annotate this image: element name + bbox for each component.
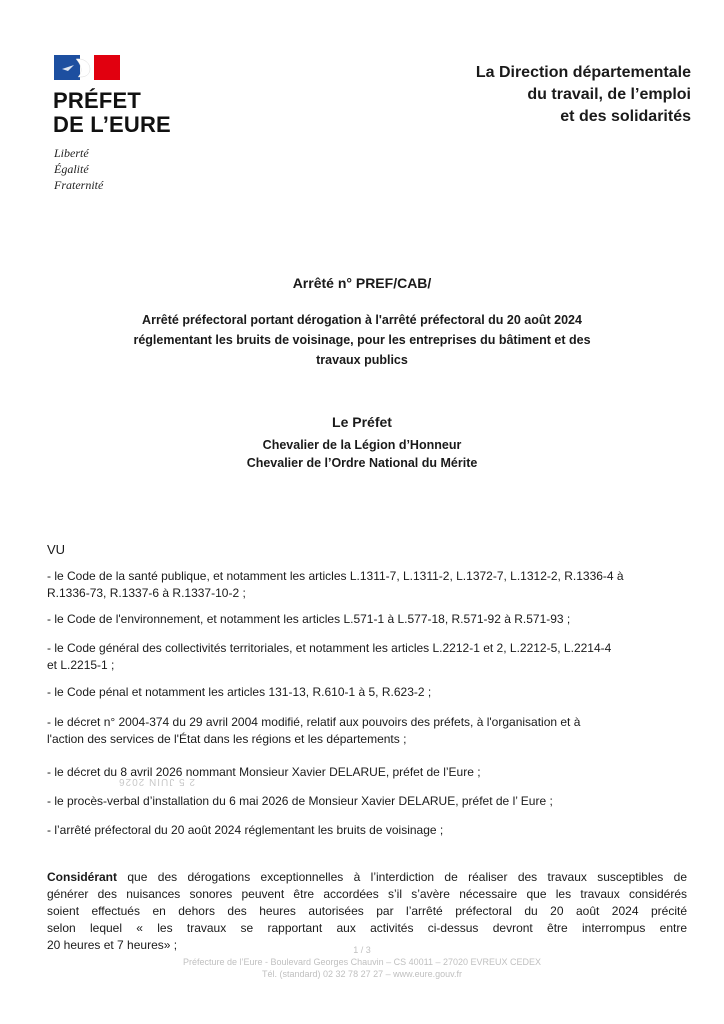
footer-contact: Tél. (standard) 02 32 78 27 27 – www.eure.gouv.fr [262, 969, 462, 979]
direction-line-3: et des solidarités [560, 108, 691, 125]
motto-liberte: Liberté [54, 146, 89, 160]
republic-motto [54, 145, 103, 193]
vu-item-line: - le Code général des collectivités territoriales, et notamment les articles L.2212-1 et 2, L.2212-5, L.2214-4 [47, 641, 612, 655]
considerant-line: que des dérogations exceptionnelles à l’interdiction de réaliser des travaux susceptibles de [117, 870, 687, 884]
page-footer [0, 944, 724, 980]
considerant-line: générer des nuisances sonores peuvent être accordées s’il s’avère nécessaire que les travaux considérés [47, 887, 687, 901]
considerant-lead: Considérant [47, 870, 118, 884]
vu-item-arrete-2024 [47, 822, 683, 839]
direction-line-2: du travail, de l’emploi [527, 86, 691, 103]
institution-name [53, 89, 171, 137]
vu-item-line: R.1336-73, R.1337-6 à R.1337-10-2 ; [47, 586, 246, 600]
considerant-paragraph [47, 869, 687, 954]
footer-address: Préfecture de l’Eure - Boulevard Georges Chauvin – CS 40011 – 27020 EVREUX CEDEX [182, 957, 542, 967]
vu-item-environnement [47, 611, 683, 628]
vu-item-line: et L.2215-1 ; [47, 658, 115, 672]
vu-item-line: - le procès-verbal d’installation du 6 mai 2026 de Monsieur Xavier DELARUE, préfet de l’ Eure ; [47, 794, 553, 808]
vu-item-code-penal [47, 684, 683, 701]
vu-item-proces-verbal [47, 793, 683, 810]
motto-egalite: Égalité [54, 162, 89, 176]
considerant-line: soient effectués en dehors des heures autorisées par l’arrêté préfectoral du 20 août 2024 précité [47, 904, 687, 918]
arrete-subject [70, 310, 654, 370]
page-number: 1 / 3 [353, 945, 371, 955]
subject-line-1: Arrêté préfectoral portant dérogation à l'arrêté préfectoral du 20 août 2024 [142, 313, 582, 327]
honor-legion: Chevalier de la Légion d’Honneur [262, 438, 462, 452]
institution-line-2: DE L’EURE [53, 112, 171, 137]
vu-item-line: - le Code de l'environnement, et notamment les articles L.571-1 à L.577-18, R.571-92 à R.571-93 ; [47, 612, 571, 626]
institution-line-1: PRÉFET [53, 88, 141, 113]
vu-item-collectivites [47, 640, 683, 674]
vu-item-line: - le décret du 8 avril 2026 nommant Monsieur Xavier DELARUE, préfet de l’Eure ; [47, 765, 481, 779]
marianne-logo [54, 55, 120, 80]
arrete-number: Arrêté n° PREF/CAB/ [292, 275, 432, 291]
signatory-honors [0, 436, 724, 472]
issuing-direction [476, 62, 691, 128]
subject-line-2: réglementant les bruits de voisinage, pour les entreprises du bâtiment et des [133, 333, 591, 347]
vu-item-line: - l’arrêté préfectoral du 20 août 2024 réglementant les bruits de voisinage ; [47, 823, 444, 837]
received-stamp: 2 5 JUIN 2026 [118, 776, 195, 787]
considerant-line: 20 heures et 7 heures» ; [47, 938, 178, 952]
vu-item-line: l'action des services de l'État dans les régions et les départements ; [47, 732, 407, 746]
considerant-line: selon lequel « les travaux se rapportant aux activités ci-dessus devront être interrompus entre [47, 921, 687, 935]
vu-item-sante-publique [47, 568, 683, 602]
vu-item-line: - le Code pénal et notamment les articles 131-13, R.610-1 à 5, R.623-2 ; [47, 685, 432, 699]
vu-item-line: - le Code de la santé publique, et notamment les articles L.1311-7, L.1311-2, L.1372-7, L.1312-2, R.1336-4 à [47, 569, 624, 583]
vu-heading: VU [47, 542, 66, 557]
honor-merite: Chevalier de l’Ordre National du Mérite [246, 456, 478, 470]
subject-line-3: travaux publics [316, 353, 408, 367]
vu-item-decret-2004 [47, 714, 683, 748]
direction-line-1: La Direction départementale [475, 64, 691, 81]
motto-fraternite: Fraternité [54, 178, 104, 192]
vu-item-line: - le décret n° 2004-374 du 29 avril 2004 modifié, relatif aux pouvoirs des préfets, à l'organisation et à [47, 715, 581, 729]
signatory-title: Le Préfet [332, 414, 392, 430]
